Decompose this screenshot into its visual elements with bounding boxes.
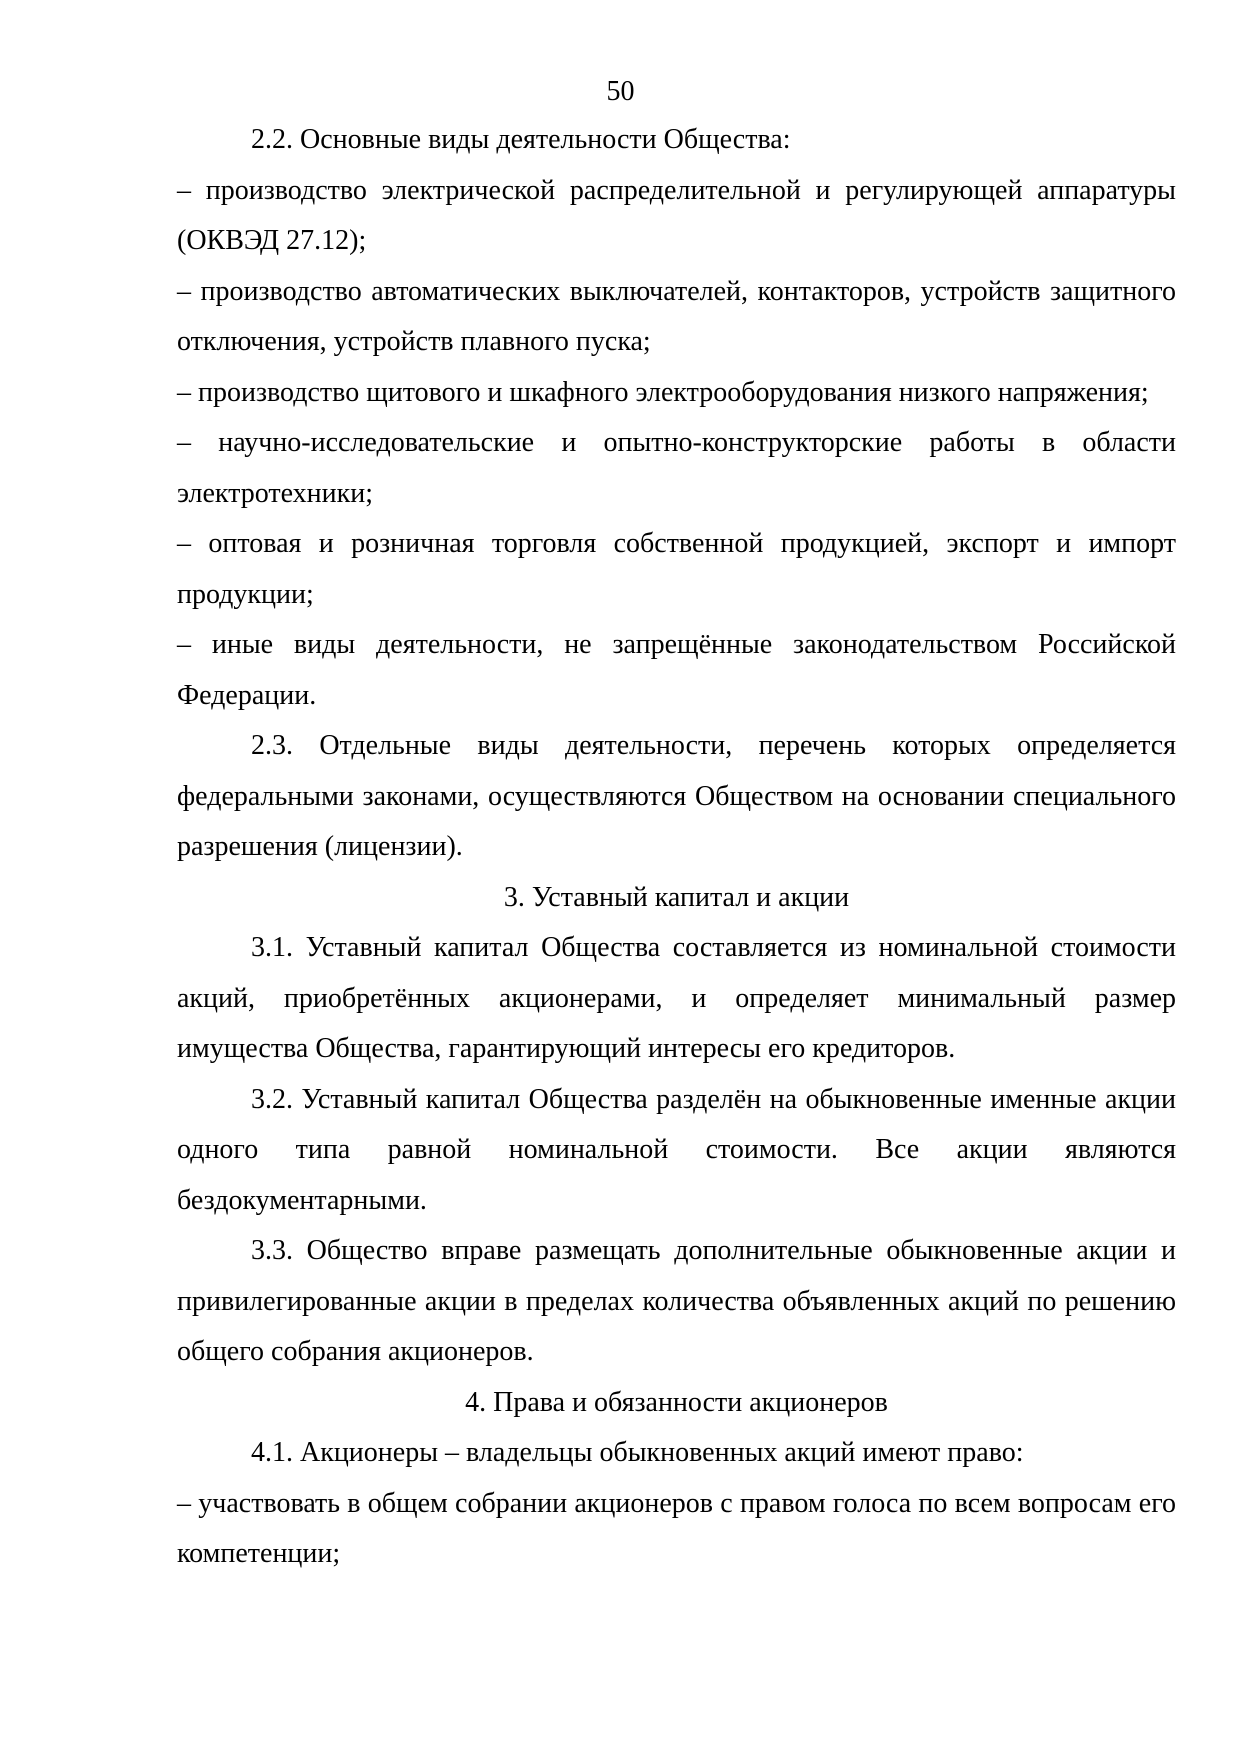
list-item: – участвовать в общем собрании акционеров с правом голоса по всем вопросам его компетенции;: [177, 1487, 1176, 1569]
paragraph-3-1: 3.1. Уставный капитал Общества составляется из номинальной стоимости акций, приобретённых акционерами, и определяет минимальный размер имущества Общества, гарантирующий интересы его кредиторов.: [177, 932, 1176, 1064]
page-number: 50: [606, 76, 635, 107]
paragraph-2-3: 2.3. Отдельные виды деятельности, перечень которых определяется федеральными законами, осуществляются Обществом на основании специального разрешения (лицензии).: [177, 730, 1176, 862]
paragraph-2-2: 2.2. Основные виды деятельности Общества:: [251, 124, 791, 155]
list-item: – производство электрической распределительной и регулирующей аппаратуры (ОКВЭД 27.12);: [177, 174, 1176, 256]
list-item: – иные виды деятельности, не запрещённые законодательством Российской Федерации.: [177, 629, 1176, 711]
list-item: – оптовая и розничная торговля собственной продукцией, экспорт и импорт продукции;: [177, 528, 1176, 610]
list-item: – производство автоматических выключателей, контакторов, устройств защитного отключения, устройств плавного пуска;: [177, 275, 1176, 357]
list-item: – научно-исследовательские и опытно-конструкторские работы в области электротехники;: [177, 427, 1176, 509]
list-item: – производство щитового и шкафного электрооборудования низкого напряжения;: [177, 376, 1149, 408]
section-heading-3: 3. Уставный капитал и акции: [503, 881, 850, 913]
paragraph-3-2: 3.2. Уставный капитал Общества разделён на обыкновенные именные акции одного типа равной номинальной стоимости. Все акции являются бездокументарными.: [177, 1083, 1176, 1216]
document-body: [177, 115, 1176, 1580]
paragraph-3-3: 3.3. Общество вправе размещать дополнительные обыкновенные акции и привилегированные акции в пределах количества объявленных акций по решению общего собрания акционеров.: [177, 1235, 1176, 1367]
paragraph-4-1: 4.1. Акционеры – владельцы обыкновенных акций имеют право:: [251, 1437, 1024, 1468]
section-heading-4: 4. Права и обязанности акционеров: [465, 1386, 888, 1418]
